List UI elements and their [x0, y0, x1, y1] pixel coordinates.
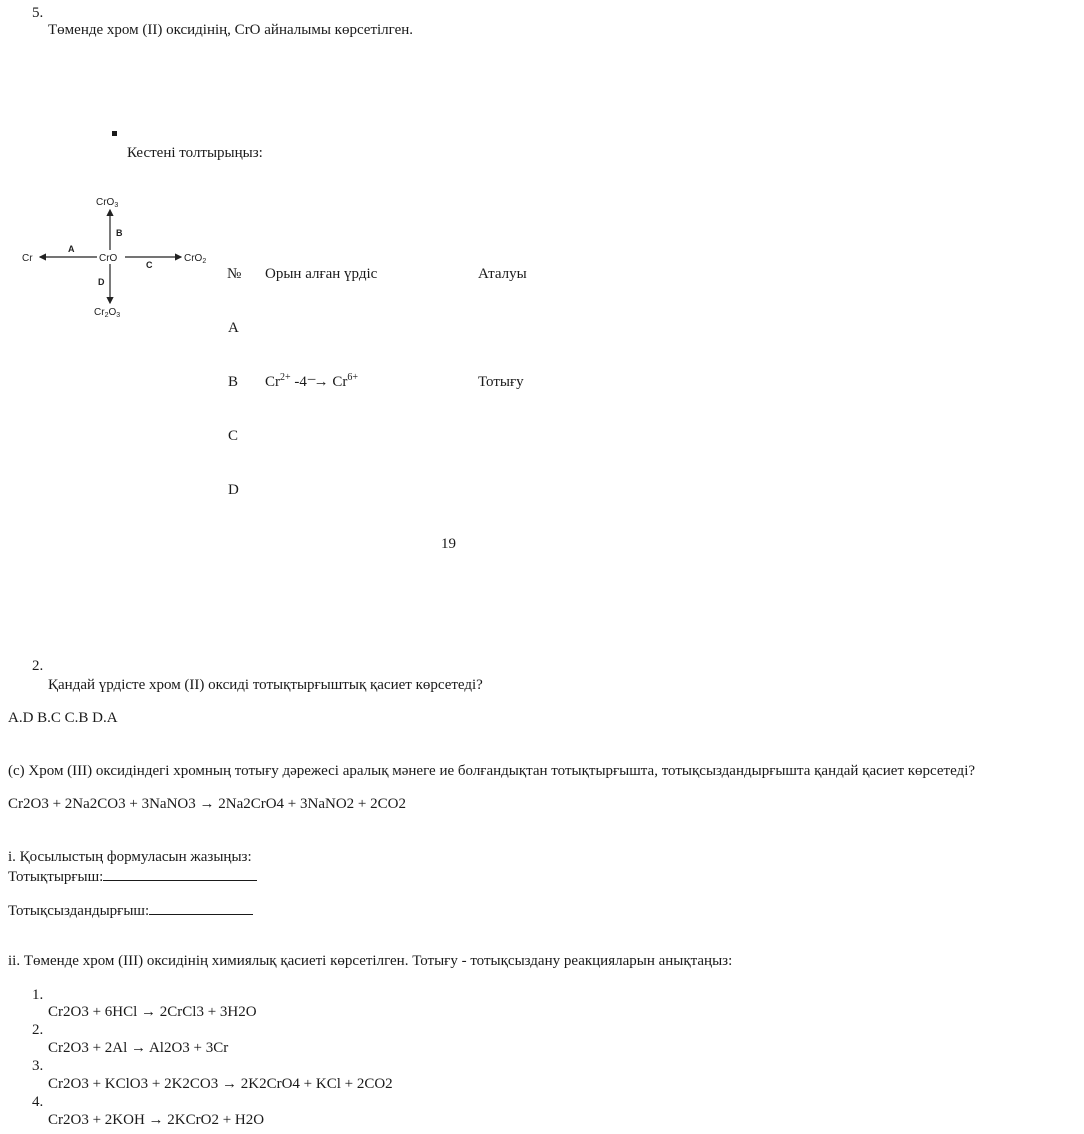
node-left: Cr — [22, 253, 33, 264]
label-a: A — [68, 244, 75, 254]
cro-transformation-diagram — [18, 190, 223, 325]
node-top: CrO$_3$ — [96, 197, 119, 209]
list-item-number: 2. — [32, 1022, 44, 1038]
question-text: (c) Хром (ІІІ) оксидіндегі хромның тотығу дәрежесі аралық мәнеге ие болғандықтан тотықтырғышта, тотықсыздандырғышта қандай қасиет көрсетеді? — [8, 763, 976, 779]
reaction-equation: Cr2O3 + 2Na2CO3 + 3NaNO3 → 2Na2CrO4 + 3NaNO2 + 2CO2 — [8, 796, 406, 812]
reducer-line — [8, 900, 253, 920]
table-header-name: Аталуы — [478, 266, 527, 282]
node-right: CrO$_2$ — [184, 253, 207, 265]
node-center: CrO — [99, 253, 118, 264]
label-b: B — [116, 228, 123, 238]
list-item-equation: Cr2O3 + 2Al → Al2O3 + 3Cr — [48, 1040, 229, 1056]
table-row-id: B — [228, 374, 239, 390]
oxidizer-line — [8, 866, 257, 886]
table-row-id: D — [228, 482, 239, 498]
list-item-number: 3. — [32, 1058, 44, 1074]
part-i-prompt: i. Қосылыстың формуласын жазыңыз: — [8, 849, 252, 865]
answer-options: A.D B.C C.B D.A — [8, 710, 118, 726]
reducer-label: Тотықсыздандырғыш: — [8, 903, 150, 919]
table-row-name: Тотығу — [478, 374, 524, 390]
part-ii-prompt: ii. Төменде хром (ІІІ) оксидінің химиялық қасиеті көрсетілген. Тотығу - тотықсыздану реакцияларын анықтаңыз: — [8, 953, 733, 969]
page-number: 19 — [441, 536, 456, 552]
oxidizer-blank[interactable] — [103, 866, 257, 881]
table-row-id: C — [228, 428, 239, 444]
bullet-marker — [112, 131, 117, 136]
list-item-equation: Cr2O3 + 2KOH → 2KCrO2 + H2O — [48, 1112, 265, 1128]
table-row-process: $Cr^{2+}$ -4 – → $Cr^{6+}$ — [265, 371, 358, 390]
question-number: 5. — [32, 5, 44, 21]
table-header-number: № — [227, 266, 242, 282]
list-item-equation: Cr2O3 + 6HCl → 2CrCl3 + 3H2O — [48, 1004, 257, 1020]
oxidizer-label: Тотықтырғыш: — [8, 869, 104, 885]
list-item-number: 1. — [32, 987, 44, 1003]
question-text: Қандай үрдісте хром (II) оксиді тотықтырғыштық қасиет көрсетеді? — [48, 677, 483, 693]
label-d: D — [98, 277, 105, 287]
question-intro: Төменде хром (II) оксидінің, CrO айналымы көрсетілген. — [48, 22, 414, 38]
reducer-blank[interactable] — [149, 900, 253, 915]
question-number: 2. — [32, 658, 44, 674]
list-item-equation: Cr2O3 + KClO3 + 2K2CO3 → 2K2CrO4 + KCl + 2CO2 — [48, 1076, 393, 1092]
table-row-id: A — [228, 320, 239, 336]
node-bottom: $Cr_2O_3$ — [94, 307, 121, 319]
label-c: C — [146, 260, 153, 270]
instruction-text: Кестені толтырыңыз: — [127, 145, 263, 161]
table-header-process: Орын алған үрдіс — [265, 266, 378, 282]
list-item-number: 4. — [32, 1094, 44, 1110]
